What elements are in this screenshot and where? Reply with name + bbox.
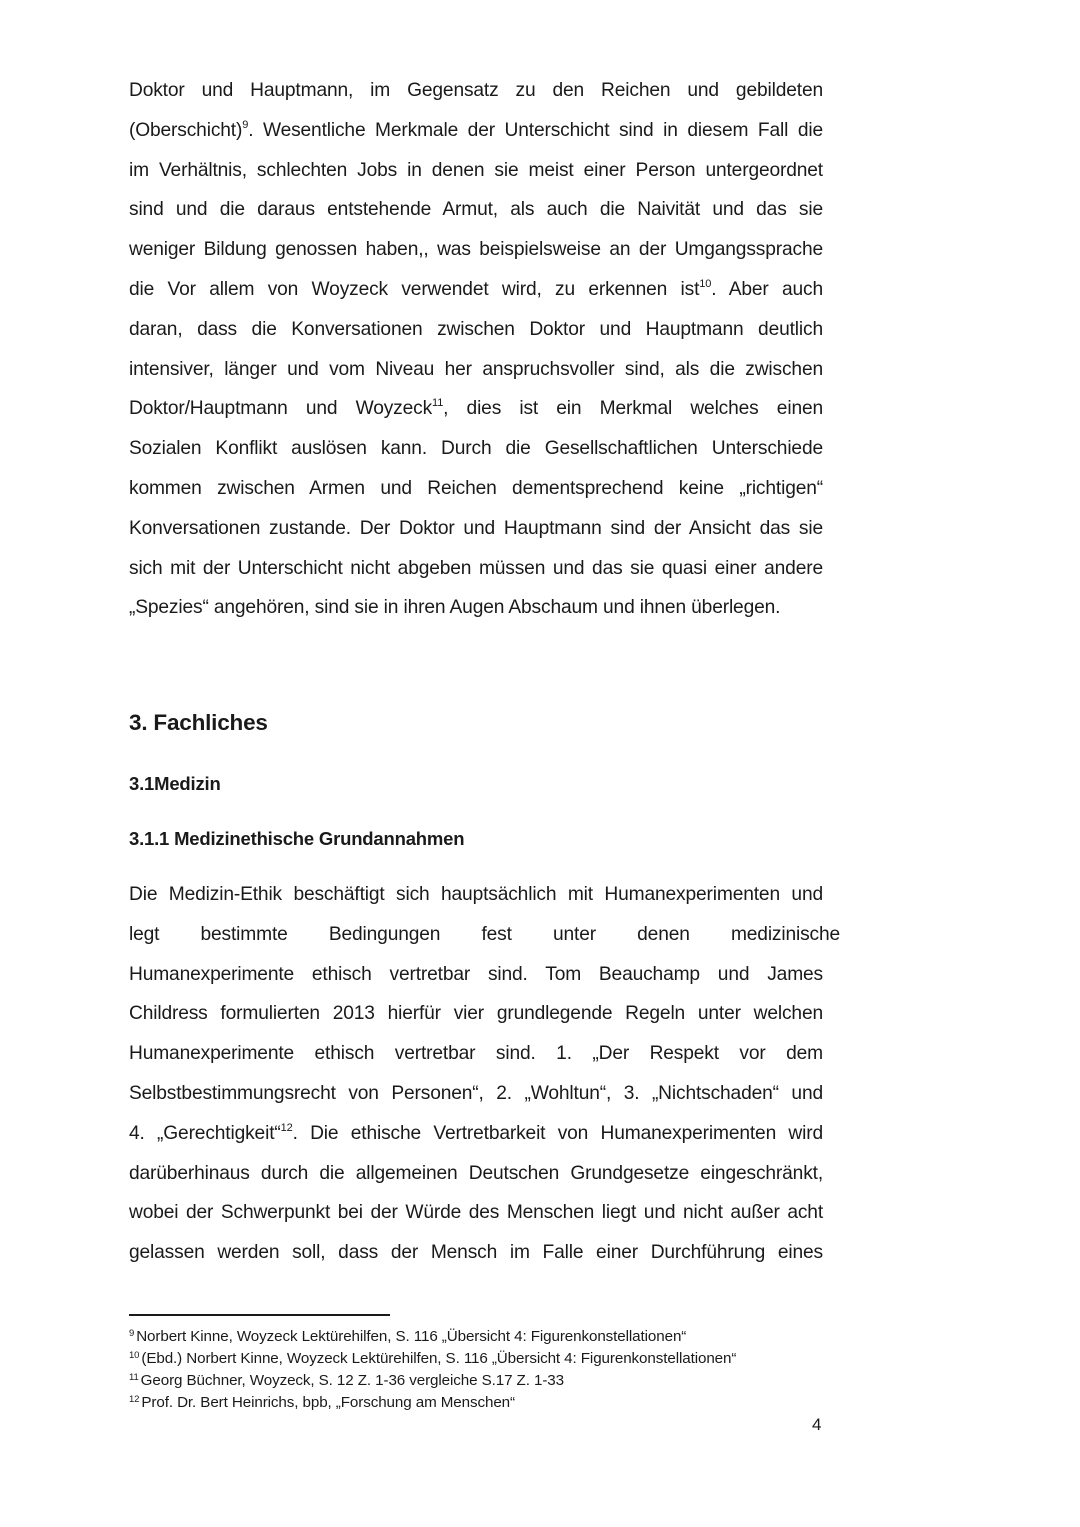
footnote-11: $^{11}$ Georg Büchner, Woyzeck, S. 12 Z. 1-36 vergleiche S.17 Z. 1-33 [129,1372,564,1389]
text-line: die Vor allem von Woyzeck verwendet wird, zu erkennen ist$^{10}$. Aber auch [129,277,823,300]
footnote-ref-10[interactable]: 10 [699,277,712,290]
subsubsection-heading-medizinethik: 3.1.1 Medizinethische Grundannahmen [129,828,465,849]
footnote-separator [129,1314,390,1316]
text-line: (Oberschicht)$^9$. Wesentliche Merkmale der Unterschicht sind in diesem Fall die [129,118,823,141]
text-line: Die Medizin-Ethik beschäftigt sich hauptsächlich mit Humanexperimenten und [129,884,823,905]
text-line: darüberhinaus durch die allgemeinen Deutschen Grundgesetze eingeschränkt, [129,1162,823,1184]
text-line: Humanexperimente ethisch vertretbar sind. 1. „Der Respekt vor dem [129,1043,823,1065]
text-line: weniger Bildung genossen haben,, was beispielsweise an der Umgangssprache [129,239,823,261]
footnote-10: $^{10}$ (Ebd.) Norbert Kinne, Woyzeck Lektürehilfen, S. 116 „Übersicht 4: Figurenkonstellationen“ [129,1350,737,1367]
text-line: daran, dass die Konversationen zwischen Doktor und Hauptmann deutlich [129,318,823,340]
text-line: Selbstbestimmungsrecht von Personen“, 2. „Wohltun“, 3. „Nichtschaden“ und [129,1082,823,1104]
text-line: intensiver, länger und vom Niveau her anspruchsvoller sind, als die zwischen [129,358,823,380]
text-line: legt bestimmte Bedingungen fest unter denen medizinische [129,923,841,945]
text-line: Sozialen Konflikt auslösen kann. Durch die Gesellschaftlichen Unterschiede [129,438,823,460]
text-line: Doktor und Hauptmann, im Gegensatz zu den Reichen und gebildeten [129,80,823,101]
text-line: sind und die daraus entstehende Armut, als auch die Naivität und das sie [129,199,823,221]
body-paragraph-1 [129,71,823,628]
text-line: im Verhältnis, schlechten Jobs in denen sie meist einer Person untergeordnet [129,159,823,181]
text-line: „Spezies“ angehören, sind sie in ihren Augen Abschaum und ihnen überlegen. [129,597,781,619]
text-line: wobei der Schwerpunkt bei der Würde des Menschen liegt und nicht außer acht [129,1202,823,1224]
footnote-ref-9[interactable]: 9 [242,118,249,131]
section-heading-fachliches: 3. Fachliches [129,710,268,735]
text-line: kommen zwischen Armen und Reichen dementsprechend keine „richtigen“ [129,477,823,499]
text-line: Doktor/Hauptmann und Woyzeck$^{11}$, dies ist ein Merkmal welches einen [129,397,824,420]
text-line: 4. „Gerechtigkeit“$^{12}$. Die ethische Vertretbarkeit von Humanexperimenten wird [129,1121,824,1144]
text-line: Childress formulierten 2013 hierfür vier grundlegende Regeln unter welchen [129,1003,823,1025]
footnote-ref-12[interactable]: 12 [280,1121,293,1134]
body-paragraph-2 [129,875,841,1273]
text-line: sich mit der Unterschicht nicht abgeben müssen und das sie quasi einer andere [129,557,823,579]
text-line: gelassen werden soll, dass der Mensch im Falle einer Durchführung eines [129,1242,823,1264]
text-line: Konversationen zustande. Der Doktor und Hauptmann sind der Ansicht das sie [129,517,823,539]
footnote-12: $^{12}$ Prof. Dr. Bert Heinrichs, bpb, „Forschung am Menschen“ [129,1394,515,1411]
subsection-heading-medizin: 3.1Medizin [129,773,221,794]
text-line: Humanexperimente ethisch vertretbar sind. Tom Beauchamp und James [129,963,823,985]
footnote-9: $^9$ Norbert Kinne, Woyzeck Lektürehilfen, S. 116 „Übersicht 4: Figurenkonstellationen“ [129,1328,687,1345]
footnote-ref-11[interactable]: 11 [432,397,444,410]
page-number: 4 [812,1415,822,1434]
footnotes [129,1326,829,1414]
